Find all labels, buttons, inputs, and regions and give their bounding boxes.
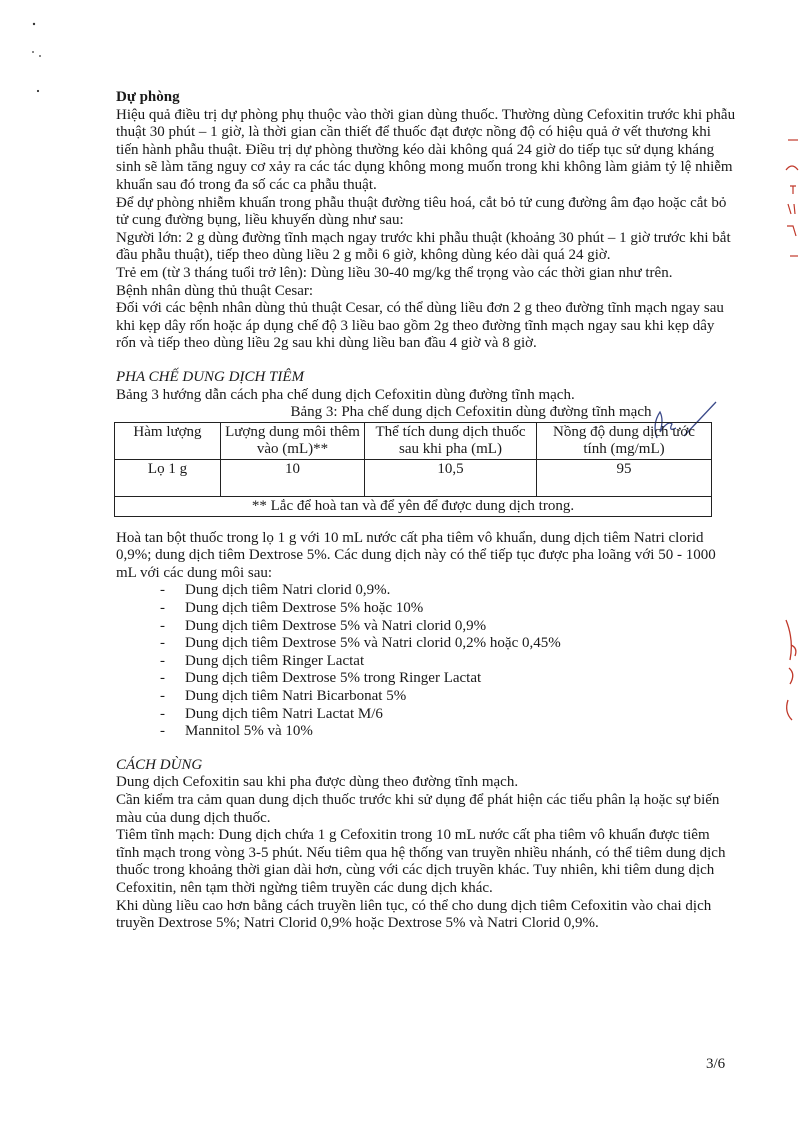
paragraph: Đối với các bệnh nhân dùng thủ thuật Cesar, có thể dùng liều đơn 2 g theo đường tĩnh mạch ngay sau khi kẹp dây rốn hoặc áp dụng chế độ 3 liều bao gồm 2g theo đường tĩnh mạch ngay sau khi kẹp dây rốn và tiếp theo dùng liều 2g sau khi dùng liều ban đầu 4 giờ và 8 giờ. (116, 300, 724, 352)
paragraph: Trẻ em (từ 3 tháng tuổi trở lên): Dùng liều 30-40 mg/kg thể trọng vào các thời gian như trên. (116, 264, 673, 281)
list-item: - Dung dịch tiêm Dextrose 5% hoặc 10% (160, 600, 736, 618)
list-item: - Dung dịch tiêm Ringer Lactat (160, 653, 736, 671)
dilution-table (114, 422, 712, 517)
diluent-list (116, 582, 736, 740)
list-item: - Dung dịch tiêm Natri Bicarbonat 5% (160, 688, 736, 706)
paragraph: Khi dùng liều cao hơn bằng cách truyền liên tục, có thể cho dung dịch tiêm Cefoxitin vào chai dịch truyền Dextrose 5%; Natri Clorid 0,9% hoặc Dextrose 5% và Natri Clorid 0,9%. (116, 897, 712, 932)
list-item: - Dung dịch tiêm Dextrose 5% và Natri clorid 0,2% hoặc 0,45% (160, 635, 736, 653)
list-item: - Dung dịch tiêm Dextrose 5% trong Ringer Lactat (160, 670, 736, 688)
table-header-cell: Lượng dung môi thêm vào (mL)** (221, 422, 365, 459)
table-caption: Bảng 3: Pha chế dung dịch Cefoxitin dùng đường tĩnh mạch (290, 404, 652, 421)
stamp-fragment-bottom (786, 620, 796, 720)
paragraph: Để dự phòng nhiễm khuẩn trong phẫu thuật đường tiêu hoá, cắt bỏ tử cung đường âm đạo hoặc cắt bỏ tử cung đường bụng, liều khuyến dùng như sau: (116, 194, 727, 229)
table-footnote: ** Lắc để hoà tan và để yên để được dung dịch trong. (115, 496, 712, 516)
paragraph: Dung dịch Cefoxitin sau khi pha được dùng theo đường tĩnh mạch. (116, 774, 519, 791)
paragraph: Tiêm tĩnh mạch: Dung dịch chứa 1 g Cefoxitin trong 10 mL nước cất pha tiêm vô khuẩn được tiêm tĩnh mạch trong vòng 3-5 phút. Nếu tiêm qua hệ thống van truyền nhiều nhánh, có thể tiêm dung dịch thuốc trong khoảng thời gian dài hơn, cùng với các dịch truyền khác. Tuy nhiên, khi tiêm dung dịch Cefoxitin, nên tạm thời ngừng tiêm truyền các dung dịch khác. (116, 827, 726, 896)
paragraph: Bảng 3 hướng dẫn cách pha chế dung dịch Cefoxitin dùng đường tĩnh mạch. (116, 386, 575, 403)
table-cell: 10 (221, 459, 365, 496)
paragraph: Bệnh nhân dùng thủ thuật Cesar: (116, 282, 314, 299)
heading-preparation: PHA CHẾ DUNG DỊCH TIÊM (116, 368, 305, 385)
table-cell: 10,5 (365, 459, 537, 496)
list-item: - Dung dịch tiêm Dextrose 5% và Natri clorid 0,9% (160, 618, 736, 636)
heading-usage: CÁCH DÙNG (116, 756, 203, 773)
list-item: - Dung dịch tiêm Natri Lactat M/6 (160, 706, 736, 724)
heading-prophylaxis: Dự phòng (116, 89, 180, 105)
table-header-cell: Thể tích dung dịch thuốc sau khi pha (mL) (365, 422, 537, 459)
paragraph: Hoà tan bột thuốc trong lọ 1 g với 10 mL nước cất pha tiêm vô khuẩn, dung dịch tiêm Natri clorid 0,9%; dung dịch tiêm Dextrose 5%. Các dung dịch này có thể tiếp tục được pha loãng với 50 - 1000 mL với các dung môi sau: (116, 529, 716, 581)
paragraph: Cần kiểm tra cảm quan dung dịch thuốc trước khi sử dụng để phát hiện các tiểu phân lạ hoặc sự biến màu của dung dịch thuốc. (116, 792, 720, 826)
table-header-row (115, 422, 712, 459)
paragraph: Hiệu quả điều trị dự phòng phụ thuộc vào thời gian dùng thuốc. Thường dùng Cefoxitin trước khi phẫu thuật 30 phút – 1 giờ, là thời gian cần thiết để thuốc đạt được nồng độ có hiệu quả ở vết thương khi tiến hành phẫu thuật. Điều trị dự phòng thường kéo dài không quá 24 giờ do tiếp tục sử dụng kháng sinh sẽ làm tăng nguy cơ xảy ra các tác dụng không mong muốn trong khi không làm giảm tỷ lệ nhiễm khuẩn sau đó trong đa số các ca phẫu thuật. (116, 106, 736, 193)
table-header-cell: Nồng độ dung dịch ước tính (mg/mL) (537, 422, 712, 459)
page-number: 3/6 (706, 1056, 726, 1072)
list-item: - Mannitol 5% và 10% (160, 723, 736, 741)
paragraph: Người lớn: 2 g dùng đường tĩnh mạch ngay trước khi phẫu thuật (khoảng 30 phút – 1 giờ trước khi bắt đầu phẫu thuật), tiếp theo dùng liều 2 g mỗi 6 giờ, không dùng kéo dài quá 24 giờ. (116, 229, 731, 264)
table-footnote-row (115, 496, 712, 516)
stamp-fragment-top (786, 140, 798, 256)
table-cell: 95 (537, 459, 712, 496)
table-row (115, 459, 712, 496)
table-cell: Lọ 1 g (115, 459, 221, 496)
list-item: - Dung dịch tiêm Natri clorid 0,9%. (160, 582, 736, 600)
table-header-cell: Hàm lượng (115, 422, 221, 459)
document-body (116, 89, 736, 933)
